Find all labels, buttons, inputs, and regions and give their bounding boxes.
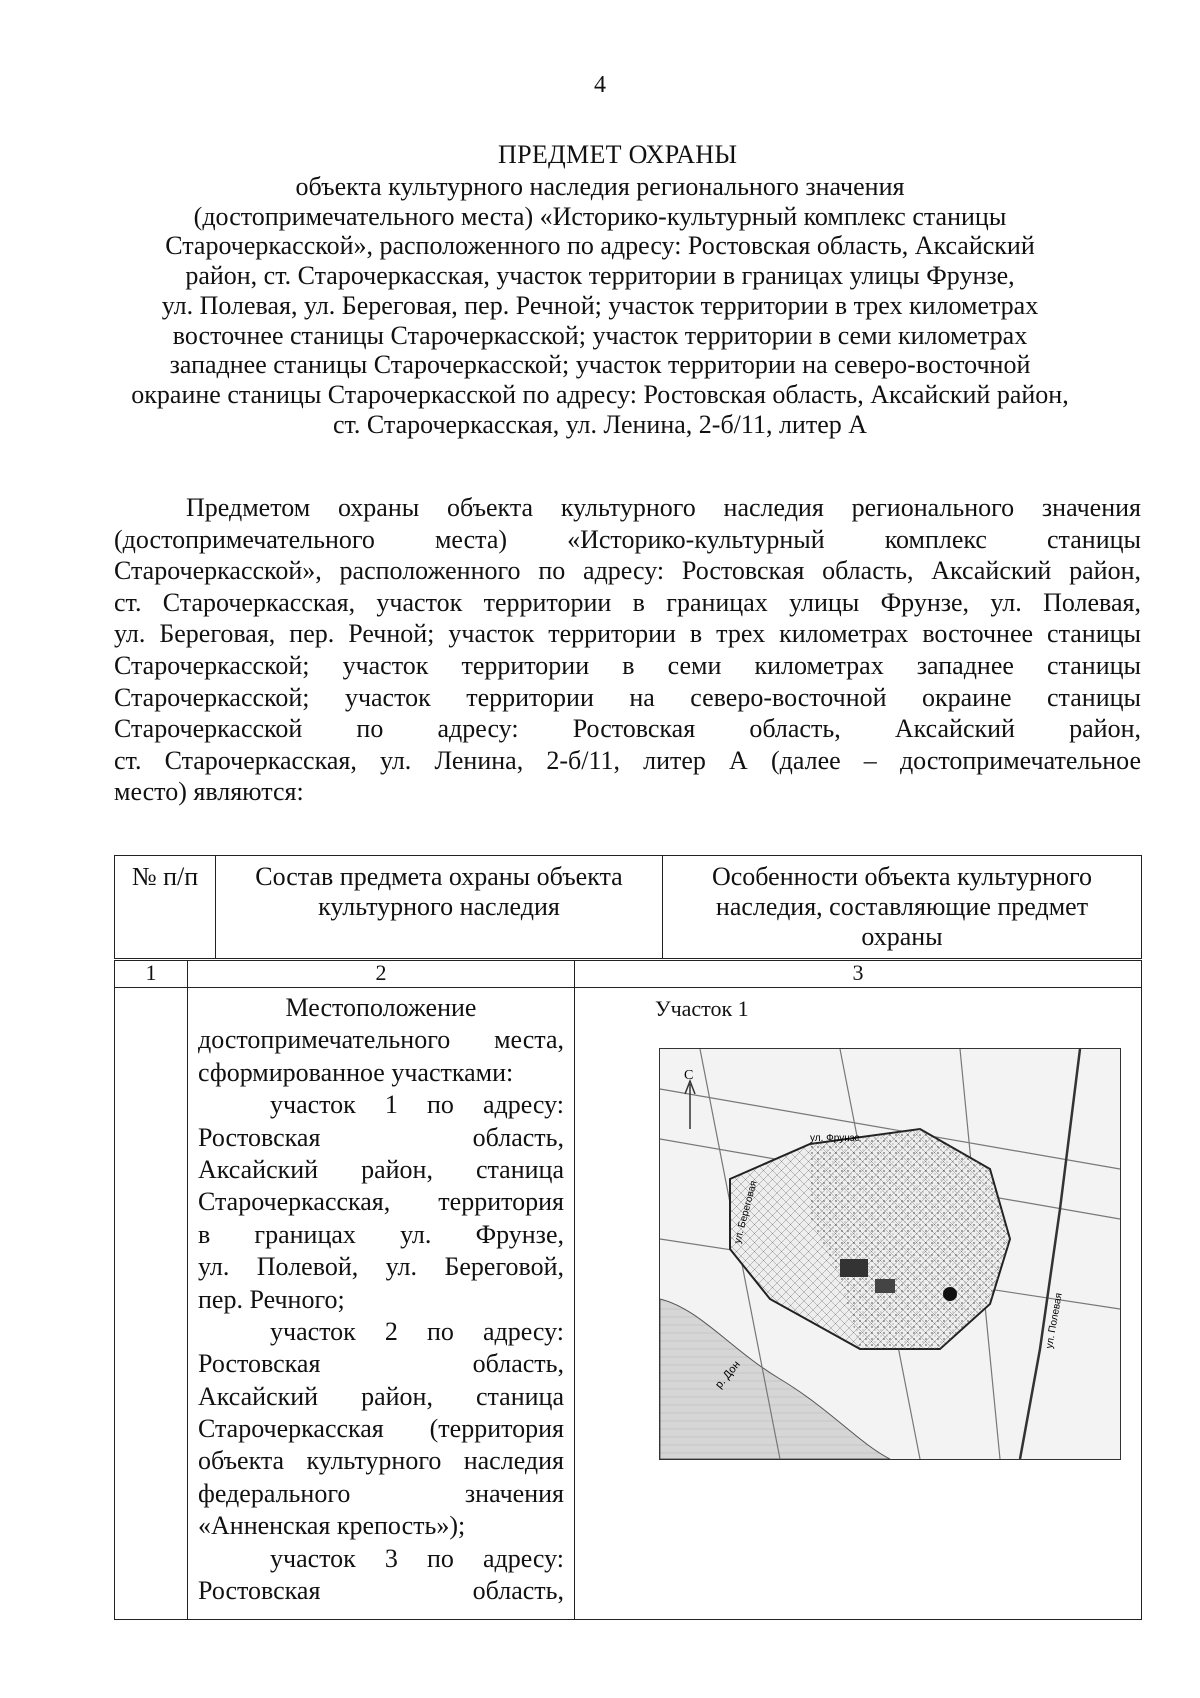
subtitle-line: (достопримечательного места) «Историко-культурный комплекс станицы <box>193 201 1007 231</box>
composition-line: в границах ул. Фрунзе, <box>198 1219 564 1249</box>
subtitle-line: окраине станицы Старочеркасской по адресу: Ростовская область, Аксайский район, <box>131 379 1069 409</box>
table-header <box>114 855 1142 959</box>
subtitle-line: западнее станицы Старочеркасской; участок территории на северо-восточной <box>169 350 1031 380</box>
subtitle-line: ст. Старочеркасская, ул. Ленина, 2-б/11, литер А <box>332 409 868 439</box>
subtitle-line: объекта культурного наследия регионального значения <box>295 172 905 201</box>
features-cell <box>575 988 1142 1620</box>
paragraph-line: Старочеркасской; участок территории в семи километрах западнее станицы <box>114 650 1141 680</box>
composition-line: пер. Речного; <box>198 1284 345 1314</box>
paragraph-line: ст. Старочеркасская, ул. Ленина, 2-б/11, литер А (далее – достопримечательное <box>114 745 1141 775</box>
column-number-cell: 1 <box>115 961 188 988</box>
composition-line: ул. Полевой, ул. Береговой, <box>198 1252 564 1282</box>
composition-line: Ростовская область, <box>198 1576 564 1606</box>
composition-line: Старочеркасская (территория <box>198 1414 564 1444</box>
composition-line: федерального значения <box>198 1478 564 1508</box>
paragraph-line: место) являются: <box>114 777 304 807</box>
site-map <box>659 1048 1121 1460</box>
composition-line: участок 1 по адресу: <box>270 1090 564 1120</box>
composition-line: сформированное участками: <box>198 1057 514 1087</box>
composition-line: объекта культурного наследия <box>198 1446 564 1476</box>
subtitle-line: ул. Полевая, ул. Береговая, пер. Речной; участок территории в трех километрах <box>161 290 1039 320</box>
composition-line: Ростовская область, <box>198 1122 564 1152</box>
paragraph-line: ст. Старочеркасская, участок территории в границах улицы Фрунзе, ул. Полевая, <box>114 587 1141 617</box>
building <box>840 1259 868 1277</box>
subtitle-line: восточнее станицы Старочеркасской; участок территории в семи километрах <box>172 320 1028 350</box>
composition-line: Местоположение <box>285 993 477 1022</box>
column-number-cell: 2 <box>188 961 575 988</box>
paragraph-line: Предметом охраны объекта культурного наследия регионального значения <box>186 493 1141 522</box>
row-number-cell <box>115 988 188 1620</box>
paragraph-line: (достопримечательного места) «Историко-культурный комплекс станицы <box>114 524 1141 554</box>
header-cell-composition: Состав предмета охраны объекта культурного наследия <box>216 856 663 959</box>
composition-line: участок 2 по адресу: <box>270 1316 564 1346</box>
paragraph-line: Старочеркасской; участок территории на северо-восточной окраине станицы <box>114 682 1141 712</box>
paragraph-line: Старочеркасской по адресу: Ростовская область, Аксайский район, <box>114 714 1141 744</box>
composition-cell <box>188 988 575 1620</box>
composition-line: достопримечательного места, <box>198 1025 564 1055</box>
composition-line: «Анненская крепость»); <box>198 1511 466 1541</box>
document-subtitle <box>60 172 1140 439</box>
paragraph-line: Старочеркасской», расположенного по адресу: Ростовская область, Аксайский район, <box>114 556 1141 586</box>
composition-line: Старочеркасская, территория <box>198 1187 564 1217</box>
north-label: С <box>684 1068 694 1083</box>
subtitle-line: Старочеркасской», расположенного по адресу: Ростовская область, Аксайский <box>165 231 1035 261</box>
plot-label: Участок 1 <box>655 996 749 1021</box>
document-title: ПРЕДМЕТ ОХРАНЫ <box>498 140 738 169</box>
intro-paragraph <box>114 492 1141 808</box>
composition-line: Аксайский район, станица <box>198 1154 564 1184</box>
composition-line: участок 3 по адресу: <box>270 1543 564 1573</box>
subtitle-line: район, ст. Старочеркасская, участок территории в границах улицы Фрунзе, <box>185 261 1015 291</box>
street-label: ул. Полевая <box>1044 1292 1065 1350</box>
river-label: р. Дон <box>713 1358 743 1391</box>
site-map-image <box>660 1049 1120 1459</box>
page-number: 4 <box>594 72 606 98</box>
building <box>875 1279 895 1293</box>
composition-line: Ростовская область, <box>198 1349 564 1379</box>
street-label: ул. Фрунзе <box>810 1133 860 1144</box>
column-number-cell: 3 <box>575 961 1142 988</box>
protection-table <box>114 960 1142 1620</box>
composition-line: Аксайский район, станица <box>198 1381 564 1411</box>
paragraph-line: ул. Береговая, пер. Речной; участок территории в трех километрах восточнее станицы <box>114 619 1141 649</box>
street-label: ул. Береговая <box>732 1179 760 1245</box>
header-cell-number: № п/п <box>115 856 216 959</box>
header-cell-features: Особенности объекта культурного наследия, составляющие предмет охраны <box>663 856 1142 959</box>
landmark <box>943 1287 957 1301</box>
